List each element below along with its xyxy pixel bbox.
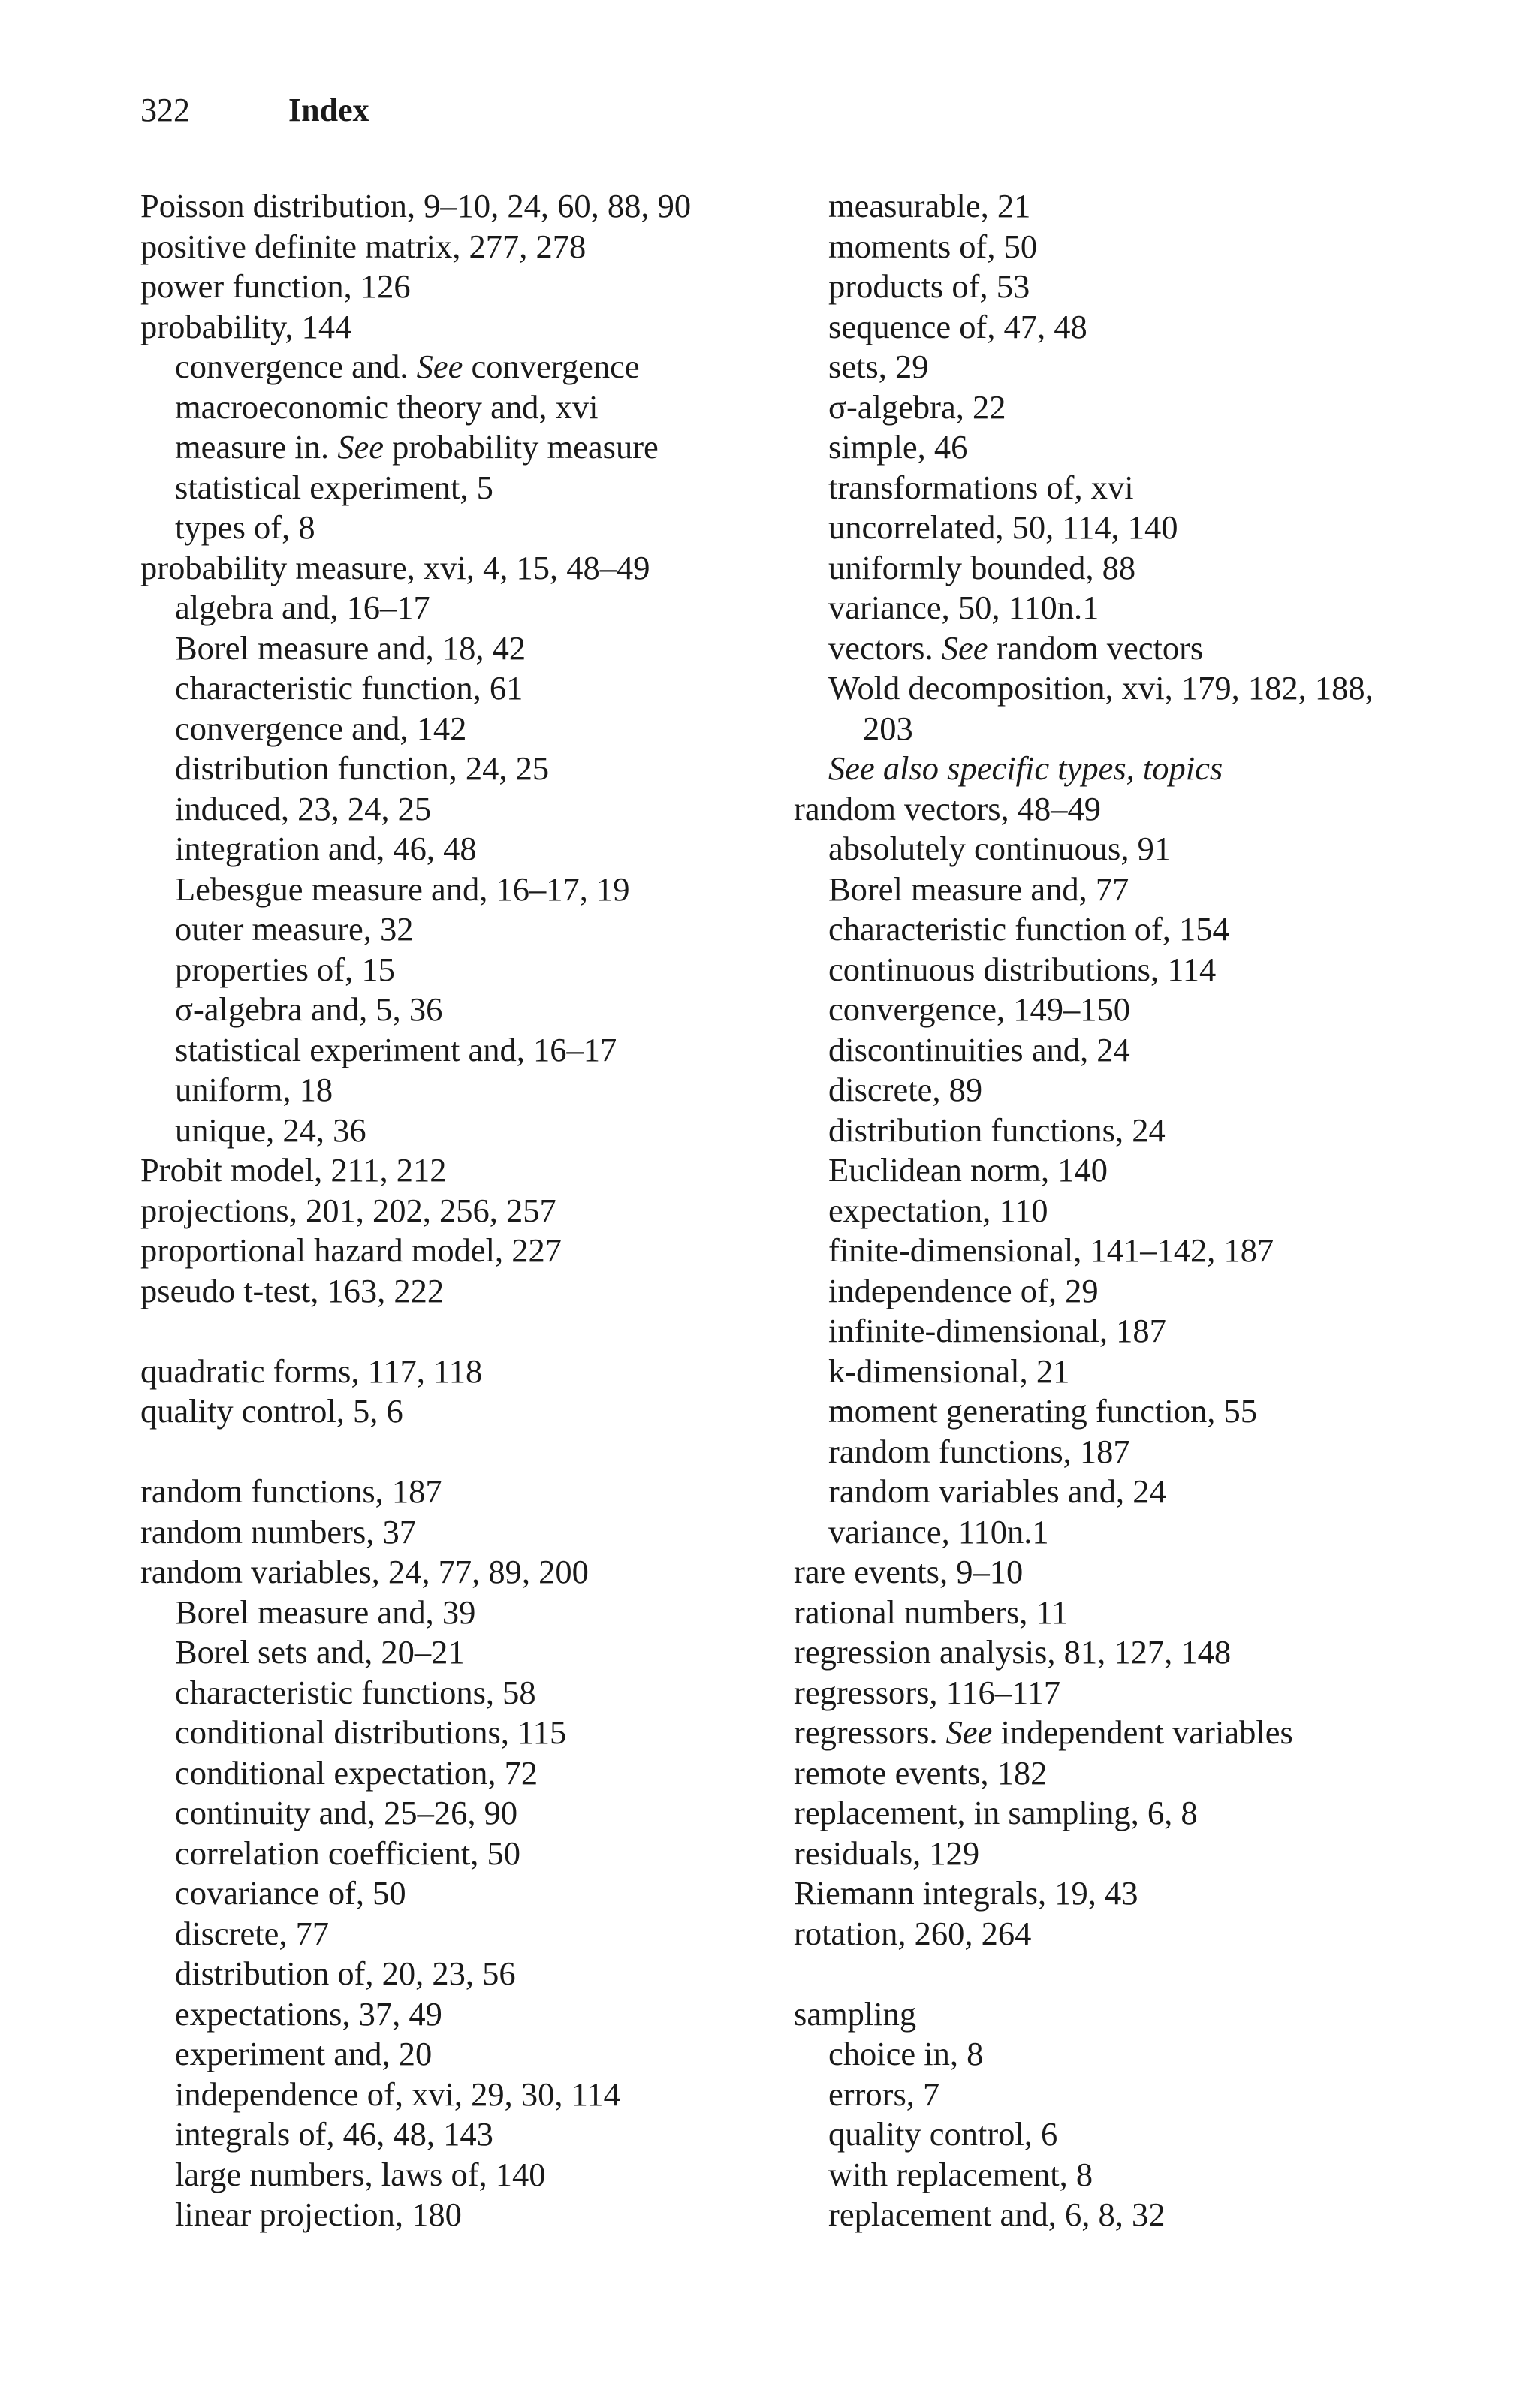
index-entry	[140, 1552, 816, 1593]
index-subentry	[794, 668, 1470, 709]
index-entry	[794, 1753, 1470, 1794]
index-entry	[140, 227, 816, 267]
index-subentry	[140, 588, 816, 628]
entry-text: discontinuities and, 24	[828, 1030, 1130, 1068]
index-subentry	[794, 1271, 1470, 1312]
entry-text: power function, 126	[140, 267, 411, 305]
index-subentry	[140, 1793, 816, 1834]
entry-text: discrete, 89	[828, 1071, 983, 1108]
entry-text: regressors.	[794, 1713, 946, 1751]
index-subentry	[140, 387, 816, 428]
index-subentry	[794, 2155, 1470, 2196]
index-entry	[794, 1873, 1470, 1914]
entry-text: random variables and, 24	[828, 1472, 1166, 1510]
entry-text: Riemann integrals, 19, 43	[794, 1874, 1138, 1912]
index-entry	[794, 1994, 1470, 2035]
entry-text: continuous distributions, 114	[828, 950, 1217, 988]
index-subentry	[794, 387, 1470, 428]
entry-text: distribution function, 24, 25	[175, 749, 550, 787]
entry-text: characteristic function of, 154	[828, 910, 1229, 948]
index-subentry	[140, 829, 816, 869]
entry-text: conditional distributions, 115	[175, 1713, 567, 1751]
index-entry	[794, 1834, 1470, 1874]
index-subentry	[794, 950, 1470, 990]
index-entry	[794, 1593, 1470, 1633]
index-entry	[794, 1914, 1470, 1954]
index-subentry	[794, 628, 1470, 669]
entry-text: residuals, 129	[794, 1834, 980, 1872]
index-entry	[140, 1191, 816, 1231]
entry-text: variance, 50, 110n.1	[828, 589, 1099, 626]
entry-text: σ-algebra, 22	[828, 387, 1006, 426]
entry-text: proportional hazard model, 227	[140, 1231, 562, 1269]
entry-text: 203	[863, 709, 913, 747]
entry-text: convergence, 149–150	[828, 990, 1131, 1028]
index-entry	[794, 1793, 1470, 1834]
index-entry	[794, 1552, 1470, 1593]
index-entry	[140, 1352, 816, 1392]
entry-text: expectation, 110	[828, 1191, 1048, 1229]
section-gap	[140, 1311, 816, 1352]
index-entry	[140, 1472, 816, 1512]
entry-text: σ-algebra and, 5, 36	[175, 990, 443, 1028]
entry-text: Poisson distribution, 9–10, 24, 60, 88, 90	[140, 187, 692, 225]
entry-text: conditional expectation, 72	[175, 1753, 538, 1792]
index-subentry	[140, 1994, 816, 2035]
page-header	[140, 84, 369, 137]
entry-text: products of, 53	[828, 267, 1030, 305]
entry-text: uniform, 18	[175, 1071, 333, 1108]
index-subentry	[794, 1311, 1470, 1352]
entry-text: quadratic forms, 117, 118	[140, 1352, 483, 1390]
index-subentry	[794, 1352, 1470, 1392]
entry-target: probability measure	[384, 428, 659, 466]
entry-text: quality control, 6	[828, 2115, 1058, 2153]
entry-text: outer measure, 32	[175, 910, 414, 948]
entry-text: statistical experiment and, 16–17	[175, 1030, 617, 1068]
entry-text: Lebesgue measure and, 16–17, 19	[175, 869, 630, 908]
index-subentry	[794, 869, 1470, 910]
index-entry	[794, 1632, 1470, 1673]
see-reference: See	[337, 428, 384, 466]
index-entry	[140, 267, 816, 307]
entry-text: rational numbers, 11	[794, 1593, 1069, 1631]
index-subentry	[140, 508, 816, 548]
entry-text: random variables, 24, 77, 89, 200	[140, 1553, 589, 1590]
entry-text: probability, 144	[140, 307, 352, 345]
index-subentry	[794, 829, 1470, 869]
entry-text: simple, 46	[828, 428, 968, 466]
entry-text: distribution functions, 24	[828, 1111, 1166, 1149]
index-subentry	[140, 468, 816, 508]
entry-text: positive definite matrix, 277, 278	[140, 227, 587, 265]
entry-text: distribution of, 20, 23, 56	[175, 1954, 516, 1992]
entry-text: random functions, 187	[828, 1432, 1130, 1470]
index-subentry	[140, 1873, 816, 1914]
index-entry	[140, 1512, 816, 1553]
index-subentry	[140, 749, 816, 789]
index-subentry	[794, 347, 1470, 387]
entry-text: remote events, 182	[794, 1753, 1048, 1792]
entry-text: properties of, 15	[175, 950, 395, 988]
index-subentry	[140, 1914, 816, 1954]
index-subentry	[140, 1834, 816, 1874]
index-subentry	[140, 2114, 816, 2155]
index-subentry	[794, 227, 1470, 267]
entry-text: characteristic functions, 58	[175, 1673, 536, 1711]
entry-text: Borel sets and, 20–21	[175, 1633, 465, 1671]
index-subentry	[794, 1512, 1470, 1553]
index-entry	[140, 186, 816, 227]
entry-text: transformations of, xvi	[828, 468, 1134, 506]
index-subentry	[794, 468, 1470, 508]
index-subentry	[140, 427, 816, 468]
entry-text: moments of, 50	[828, 227, 1038, 265]
index-entry	[140, 1231, 816, 1271]
index-entry	[140, 1150, 816, 1191]
entry-text: expectations, 37, 49	[175, 1994, 442, 2033]
index-subentry	[140, 2155, 816, 2196]
entry-text: uncorrelated, 50, 114, 140	[828, 508, 1178, 546]
entry-text: uniformly bounded, 88	[828, 548, 1136, 586]
entry-text: characteristic function, 61	[175, 669, 523, 707]
entry-text: correlation coefficient, 50	[175, 1834, 521, 1872]
entry-text: replacement, in sampling, 6, 8	[794, 1794, 1198, 1831]
entry-text: quality control, 5, 6	[140, 1392, 403, 1430]
entry-text: vectors.	[828, 628, 942, 667]
index-subentry	[140, 950, 816, 990]
entry-text: finite-dimensional, 141–142, 187	[828, 1231, 1274, 1269]
index-subentry	[794, 508, 1470, 548]
index-column-left	[140, 186, 816, 2235]
entry-text: independence of, xvi, 29, 30, 114	[175, 2075, 620, 2113]
index-subentry	[140, 1673, 816, 1713]
entry-text: statistical experiment, 5	[175, 468, 493, 506]
index-subentry	[140, 668, 816, 709]
entry-text: variance, 110n.1	[828, 1512, 1049, 1551]
index-subentry	[140, 709, 816, 749]
index-subentry	[140, 2195, 816, 2235]
entry-text: pseudo t-test, 163, 222	[140, 1271, 445, 1309]
entry-text: covariance of, 50	[175, 1874, 406, 1912]
entry-text: rotation, 260, 264	[794, 1914, 1032, 1952]
index-subentry	[794, 588, 1470, 628]
running-title: Index	[288, 92, 369, 128]
entry-text: sampling	[794, 1994, 917, 2033]
entry-text: random vectors, 48–49	[794, 789, 1102, 827]
entry-text: linear projection, 180	[175, 2196, 462, 2233]
entry-text: measurable, 21	[828, 187, 1031, 225]
entry-text: projections, 201, 202, 256, 257	[140, 1191, 556, 1229]
entry-text: large numbers, laws of, 140	[175, 2155, 546, 2193]
entry-text: algebra and, 16–17	[175, 589, 430, 626]
entry-text: infinite-dimensional, 187	[828, 1312, 1166, 1349]
index-subentry	[794, 1432, 1470, 1472]
index-subentry	[794, 1231, 1470, 1271]
index-subentry	[794, 267, 1470, 307]
index-subentry	[140, 990, 816, 1030]
index-entry	[140, 1271, 816, 1312]
entry-text: measure in.	[175, 428, 338, 466]
index-subentry	[794, 749, 1470, 789]
entry-text: Wold decomposition, xvi, 179, 182, 188,	[828, 669, 1374, 707]
entry-text: sequence of, 47, 48	[828, 307, 1087, 345]
index-entry	[140, 548, 816, 589]
entry-target: convergence	[463, 348, 640, 385]
index-subentry	[794, 1070, 1470, 1111]
entry-text: choice in, 8	[828, 2035, 984, 2072]
index-entry	[140, 1391, 816, 1432]
section-gap	[794, 1954, 1470, 1994]
entry-text: regressors, 116–117	[794, 1673, 1061, 1711]
index-subentry	[140, 1070, 816, 1111]
see-reference: See	[941, 628, 988, 667]
index-entry-continuation	[794, 709, 1470, 749]
index-entry	[794, 1673, 1470, 1713]
entry-text: continuity and, 25–26, 90	[175, 1794, 518, 1831]
index-subentry	[794, 1472, 1470, 1512]
entry-text: types of, 8	[175, 508, 315, 546]
index-subentry	[794, 2075, 1470, 2115]
index-column-right	[794, 186, 1470, 2235]
entry-text: independence of, 29	[828, 1271, 1099, 1309]
entry-text: regression analysis, 81, 127, 148	[794, 1633, 1232, 1671]
see-reference: See	[945, 1713, 993, 1751]
entry-text: integration and, 46, 48	[175, 830, 477, 867]
index-subentry	[140, 2075, 816, 2115]
entry-text: with replacement, 8	[828, 2155, 1093, 2193]
entry-text: random numbers, 37	[140, 1512, 417, 1551]
entry-text: unique, 24, 36	[175, 1111, 366, 1149]
entry-text: convergence and.	[175, 348, 417, 385]
entry-text: discrete, 77	[175, 1914, 330, 1952]
index-entry	[794, 789, 1470, 830]
index-subentry	[794, 186, 1470, 227]
index-subentry	[794, 1030, 1470, 1071]
index-subentry	[794, 1191, 1470, 1231]
index-subentry	[140, 1713, 816, 1753]
index-subentry	[140, 1632, 816, 1673]
index-subentry	[140, 2034, 816, 2075]
index-subentry	[140, 347, 816, 387]
entry-text: replacement and, 6, 8, 32	[828, 2196, 1166, 2233]
entry-text: moment generating function, 55	[828, 1392, 1257, 1430]
entry-text: Borel measure and, 18, 42	[175, 628, 526, 667]
entry-text: macroeconomic theory and, xvi	[175, 387, 599, 426]
entry-text: convergence and, 142	[175, 709, 467, 747]
entry-text: Euclidean norm, 140	[828, 1151, 1108, 1189]
index-subentry	[140, 1753, 816, 1794]
entry-target: independent variables	[992, 1713, 1293, 1751]
entry-text: integrals of, 46, 48, 143	[175, 2115, 493, 2153]
index-subentry	[794, 548, 1470, 589]
index-subentry	[140, 1030, 816, 1071]
entry-text: rare events, 9–10	[794, 1553, 1024, 1590]
index-entry	[140, 307, 816, 348]
index-subentry	[794, 990, 1470, 1030]
entry-text: sets, 29	[828, 348, 929, 385]
entry-text: Probit model, 211, 212	[140, 1151, 447, 1189]
entry-text: Borel measure and, 77	[828, 869, 1129, 908]
entry-text: errors, 7	[828, 2075, 940, 2113]
see-reference: See	[416, 348, 463, 385]
entry-text: k-dimensional, 21	[828, 1352, 1070, 1390]
index-subentry	[140, 869, 816, 910]
entry-text: See also specific types, topics	[828, 749, 1223, 787]
entry-text: Borel measure and, 39	[175, 1593, 476, 1631]
page-number: 322	[140, 92, 190, 128]
entry-text: probability measure, xvi, 4, 15, 48–49	[140, 548, 650, 586]
entry-text: absolutely continuous, 91	[828, 830, 1172, 867]
entry-text: experiment and, 20	[175, 2035, 433, 2072]
index-subentry	[140, 1593, 816, 1633]
index-subentry	[794, 1150, 1470, 1191]
section-gap	[140, 1432, 816, 1472]
entry-text: induced, 23, 24, 25	[175, 789, 432, 827]
index-subentry	[794, 2195, 1470, 2235]
index-subentry	[794, 909, 1470, 950]
index-subentry	[140, 628, 816, 669]
index-subentry	[794, 307, 1470, 348]
index-entry	[794, 1713, 1470, 1753]
index-subentry	[140, 789, 816, 830]
index-subentry	[794, 427, 1470, 468]
entry-target: random vectors	[988, 628, 1204, 667]
index-subentry	[140, 1111, 816, 1151]
index-subentry	[140, 1954, 816, 1994]
index-subentry	[140, 909, 816, 950]
entry-text: random functions, 187	[140, 1472, 442, 1510]
index-subentry	[794, 1111, 1470, 1151]
index-subentry	[794, 2034, 1470, 2075]
index-subentry	[794, 1391, 1470, 1432]
index-subentry	[794, 2114, 1470, 2155]
